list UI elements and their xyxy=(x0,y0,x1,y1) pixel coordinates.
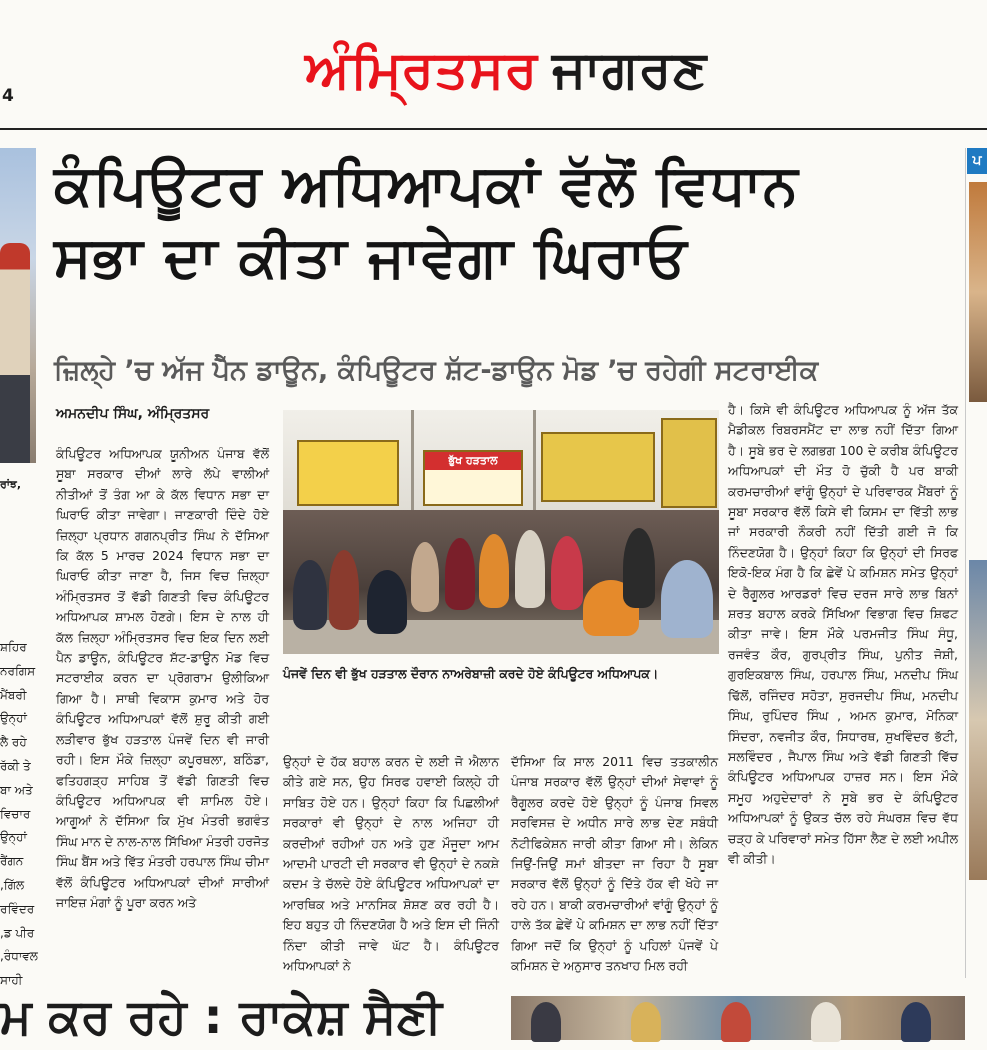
left-fragment-line: ਵਿਚਾਰ xyxy=(0,806,31,821)
column-1-text: ਕੰਪਿਊਟਰ ਅਧਿਆਪਕ ਯੂਨੀਅਨ ਪੰਜਾਬ ਵੱਲੋਂ ਸੂਬਾ ਸਰਕਾਰ ਦੀਆਂ ਲਾਰੇ ਲੱਪੇ ਵਾਲੀਆਂ ਨੀਤੀਆਂ ਤੋਂ ਤੰਗ ਆ ਕੇ ਕੱਲ ਵਿਧਾਨ ਸਭਾ ਦਾ ਘਿਰਾਓ ਕੀਤਾ ਜਾਵੇਗਾ। ਜਾਣਕਾਰੀ ਦਿੰਦੇ ਹੋਏ ਜ਼ਿਲ੍ਹਾ ਪ੍ਰਧਾਨ ਗਗਨਪ੍ਰੀਤ ਸਿੰਘ ਨੇ ਦੱਸਿਆ ਕਿ ਕੱਲ 5 ਮਾਰਚ 2024 ਵਿਧਾਨ ਸਭਾ ਦਾ ਘਿਰਾਓ ਕੀਤਾ ਜਾਣਾ ਹੈ, ਜਿਸ ਵਿਚ ਜ਼ਿਲ੍ਹਾ ਅੰਮ੍ਰਿਤਸਰ ਤੋਂ ਵੱਡੀ ਗਿਣਤੀ ਵਿਚ ਕੰਪਿਊਟਰ ਅਧਿਆਪਕ ਸ਼ਾਮਲ ਹੋਣਗੇ। ਇਸ ਦੇ ਨਾਲ ਹੀ ਕੱਲ ਜ਼ਿਲ੍ਹਾ ਅੰਮ੍ਰਿਤਸਰ ਵਿਚ ਇਕ ਦਿਨ ਲਈ ਪੈਨ ਡਾਊਨ, ਕੰਪਿਊਟਰ ਸ਼ੱਟ-ਡਾਊਨ ਮੋਡ ਵਿਚ ਸਟਰਾਈਕ ਕਰਨ ਦਾ ਪ੍ਰੋਗਰਾਮ ਉਲੀਕਿਆ ਗਿਆ ਹੈ। ਸਾਥੀ ਵਿਕਾਸ ਕੁਮਾਰ ਅਤੇ ਹੋਰ ਕੰਪਿਊਟਰ ਅਧਿਆਪਕਾਂ ਵੱਲੋਂ ਸ਼ੁਰੂ ਕੀਤੀ ਗਈ ਲੜੀਵਾਰ ਭੁੱਖ ਹੜਤਾਲ ਪੰਜਵੇਂ ਦਿਨ ਵੀ ਜਾਰੀ ਰਹੀ। ਇਸ ਮੌਕੇ ਜ਼ਿਲ੍ਹਾ ਕਪੂਰਥਲਾ, ਬਠਿੰਡਾ, ਫਤਿਹਗੜ੍ਹ ਸਾਹਿਬ ਤੋਂ ਵੱਡੀ ਗਿਣਤੀ ਵਿਚ ਕੰਪਿਊਟਰ ਅਧਿਆਪਕ ਵੀ ਸ਼ਾਮਿਲ ਹੋਏ। ਆਗੂਆਂ ਨੇ ਦੱਸਿਆ ਕਿ ਮੁੱਖ ਮੰਤਰੀ ਭਗਵੰਤ ਸਿੰਘ ਮਾਨ ਦੇ ਨਾਲ-ਨਾਲ ਸਿੱਖਿਆ ਮੰਤਰੀ ਹਰਜੋਤ ਸਿੰਘ ਬੈਂਸ ਅਤੇ ਵਿੱਤ ਮੰਤਰੀ ਹਰਪਾਲ ਸਿੰਘ ਚੀਮਾ ਵੱਲੋਂ ਕੰਪਿਊਟਰ ਅਧਿਆਪਕਾਂ ਦੀਆਂ ਸਾਰੀਆਂ ਜਾਇਜ਼ ਮੰਗਾਂ ਨੂੰ ਪੂਰਾ ਕਰਨ ਅਤੇ xyxy=(56,446,269,910)
left-fragment-line: ਰਵਿੰਦਰ xyxy=(0,901,35,916)
newspaper-title xyxy=(305,40,707,101)
photo-person xyxy=(551,536,583,610)
photo-person xyxy=(631,1002,661,1042)
article-photo xyxy=(283,410,719,654)
headline-line-2: ਸਭਾ ਦਾ ਕੀਤਾ ਜਾਵੇਗਾ ਘਿਰਾਓ xyxy=(54,225,688,290)
left-fragment-line: ਸਾਹੀ xyxy=(0,973,23,988)
next-article-headline: ਮ ਕਰ ਰਹੇ : ਰਾਕੇਸ਼ ਸੈਣੀ xyxy=(0,989,442,1045)
right-neighbor-photo xyxy=(969,182,987,402)
photo-person xyxy=(661,560,713,638)
column-3-text: ਦੱਸਿਆ ਕਿ ਸਾਲ 2011 ਵਿਚ ਤਤਕਾਲੀਨ ਪੰਜਾਬ ਸਰਕਾਰ ਵੱਲੋਂ ਉਨ੍ਹਾਂ ਦੀਆਂ ਸੇਵਾਵਾਂ ਨੂੰ ਰੈਗੂਲਰ ਕਰਦੇ ਹੋਏ ਉਨ੍ਹਾਂ ਨੂੰ ਪੰਜਾਬ ਸਿਵਲ ਸਰਵਿਸਜ਼ ਦੇ ਅਧੀਨ ਸਾਰੇ ਲਾਭ ਦੇਣ ਸਬੰਧੀ ਨੋਟੀਫਿਕੇਸ਼ਨ ਜਾਰੀ ਕੀਤਾ ਗਿਆ ਸੀ। ਲੇਕਿਨ ਜਿਉਂ-ਜਿਉਂ ਸਮਾਂ ਬੀਤਦਾ ਜਾ ਰਿਹਾ ਹੈ ਸੂਬਾ ਸਰਕਾਰ ਵੱਲੋਂ ਉਨ੍ਹਾਂ ਨੂੰ ਦਿੱਤੇ ਹੱਕ ਵੀ ਖੋਹੇ ਜਾ ਰਹੇ ਹਨ। ਬਾਕੀ ਕਰਮਚਾਰੀਆਂ ਵਾਂਗੂੰ ਉਨ੍ਹਾਂ ਨੂੰ ਹਾਲੇ ਤੱਕ ਛੇਵੇਂ ਪੇ ਕਮਿਸ਼ਨ ਦਾ ਲਾਭ ਨਹੀਂ ਦਿੱਤਾ ਗਿਆ ਜਦੋਂ ਕਿ ਉਨ੍ਹਾਂ ਨੂੰ ਪਹਿਲਾਂ ਪੰਜਵੇਂ ਪੇ ਕਮਿਸ਼ਨ ਦੇ ਅਨੁਸਾਰ ਤਨਖਾਹ ਮਿਲ ਰਹੀ xyxy=(511,754,718,974)
photo-banner-hunger-strike xyxy=(423,450,523,506)
column-4-text: ਹੈ। ਕਿਸੇ ਵੀ ਕੰਪਿਊਟਰ ਅਧਿਆਪਕ ਨੂੰ ਅੱਜ ਤੱਕ ਮੈਡੀਕਲ ਰਿਬਰਸਮੈਂਟ ਦਾ ਲਾਭ ਨਹੀਂ ਦਿੱਤਾ ਗਿਆ ਹੈ। ਸੂਬੇ ਭਰ ਦੇ ਲਗਭਗ 100 ਦੇ ਕਰੀਬ ਕੰਪਿਊਟਰ ਅਧਿਆਪਕਾਂ ਦੀ ਮੌਤ ਹੋ ਚੁੱਕੀ ਹੈ ਪਰ ਬਾਕੀ ਕਰਮਚਾਰੀਆਂ ਵਾਂਗੂੰ ਉਨ੍ਹਾਂ ਦੇ ਪਰਿਵਾਰਕ ਮੈਂਬਰਾਂ ਨੂੰ ਸੂਬਾ ਸਰਕਾਰ ਵੱਲੋਂ ਕਿਸੇ ਵੀ ਕਿਸਮ ਦਾ ਵਿੱਤੀ ਲਾਭ ਜਾਂ ਸਰਕਾਰੀ ਨੌਕਰੀ ਨਹੀਂ ਦਿੱਤੀ ਗਈ ਜੋ ਕਿ ਨਿੰਦਣਯੋਗ ਹੈ। ਉਨ੍ਹਾਂ ਕਿਹਾ ਕਿ ਉਨ੍ਹਾਂ ਦੀ ਸਿਰਫ ਇਕੋ-ਇਕ ਮੰਗ ਹੈ ਕਿ ਛੇਵੇਂ ਪੇ ਕਮਿਸ਼ਨ ਸਮੇਤ ਉਨ੍ਹਾਂ ਦੇ ਰੈਗੂਲਰ ਆਰਡਰਾਂ ਵਿਚ ਦਰਜ ਸਾਰੇ ਲਾਭ ਬਿਨਾਂ ਸ਼ਰਤ ਬਹਾਲ ਕਰਕੇ ਸਿੱਖਿਆ ਵਿਭਾਗ ਵਿਚ ਸ਼ਿਫਟ ਕੀਤਾ ਜਾਵੇ। ਇਸ ਮੌਕੇ ਪਰਮਜੀਤ ਸਿੰਘ ਸੰਧੂ, ਰਜਵੰਤ ਕੌਰ, ਗੁਰਪ੍ਰੀਤ ਸਿੰਘ, ਪੁਨੀਤ ਜੋਸ਼ੀ, ਗੁਰਇਕਬਾਲ ਸਿੰਘ, ਹਰਪਾਲ ਸਿੰਘ, ਮਨਦੀਪ ਸਿੰਘ ਢਿੱਲੋਂ, ਰਜਿੰਦਰ ਸਹੋਤਾ, ਸੁਰਜਦੀਪ ਸਿੰਘ, ਮਨਦੀਪ ਸਿੰਘ, ਰੁਪਿੰਦਰ ਸਿੰਘ , ਅਮਨ ਕੁਮਾਰ, ਮੋਨਿਕਾ ਸਿੰਦਰਾ, ਨਵਜੀਤ ਕੌਰ, ਸਿਧਾਰਥ, ਸੁਖਵਿੰਦਰ ਭੱਟੀ, ਸਲਵਿੰਦਰ , ਜੈਪਾਲ ਸਿੰਘ ਅਤੇ ਵੱਡੀ ਗਿਣਤੀ ਵਿੱਚ ਕੰਪਿਊਟਰ ਅਧਿਆਪਕ ਹਾਜ਼ਰ ਸਨ। ਇਸ ਮੌਕੇ ਸਮੂਹ ਅਹੁਦੇਦਾਰਾਂ ਨੇ ਸੂਬੇ ਭਰ ਦੇ ਕੰਪਿਊਟਰ ਅਧਿਆਪਕਾਂ ਨੂੰ ਉਕਤ ਚੱਲ ਰਹੇ ਸੰਘਰਸ਼ ਵਿਚ ਵੱਧ ਚੜ੍ਹ ਕੇ ਪਰਿਵਾਰਾਂ ਸਮੇਤ ਹਿੱਸਾ ਲੈਣ ਦੇ ਲਈ ਅਪੀਲ ਵੀ ਕੀਤੀ। xyxy=(728,402,958,866)
photo-person xyxy=(901,1002,931,1042)
photo-caption: ਪੰਜਵੇਂ ਦਿਨ ਵੀ ਭੁੱਖ ਹੜਤਾਲ ਦੌਰਾਨ ਨਾਅਰੇਬਾਜ਼ੀ ਕਰਦੇ ਹੋਏ ਕੰਪਿਊਟਰ ਅਧਿਆਪਕ। xyxy=(283,666,659,681)
newspaper-title-city: ਅੰਮ੍ਰਿਤਸਰ xyxy=(305,40,539,100)
left-fragment-line: ਗਿੱਲ, xyxy=(0,877,25,892)
photo-person xyxy=(293,560,327,630)
left-fragment-line: ਉਨ੍ਹਾਂ xyxy=(0,830,27,845)
headline-line-1: ਕੰਪਿਊਟਰ ਅਧਿਆਪਕਾਂ ਵੱਲੋਂ ਵਿਧਾਨ xyxy=(54,153,799,218)
left-fragment-line: ਉਨ੍ਹਾਂ xyxy=(0,711,27,726)
left-fragment-line: ਸ਼ਹਿਰ xyxy=(0,640,27,654)
left-fragment-line: ਰੱਕੀ ਤੇ xyxy=(0,758,31,773)
left-neighbor-photo xyxy=(0,148,36,463)
photo-person xyxy=(515,530,545,608)
page-number: 4 xyxy=(2,86,14,106)
right-neighbor-tab: ਪ xyxy=(967,148,987,174)
photo-banner-side xyxy=(661,418,717,508)
left-neighbor-text xyxy=(0,636,42,988)
next-article-photo xyxy=(511,996,965,1040)
photo-banner-title: ਭੁੱਖ ਹੜਤਾਲ xyxy=(425,452,521,470)
article-headline xyxy=(54,150,959,294)
article-column-2 xyxy=(283,752,499,976)
left-fragment-line: ਲੈ ਰਹੇ xyxy=(0,735,27,750)
left-fragment-line: ਮੈਂਬਰੀ xyxy=(0,687,27,702)
article-subheadline: ਜ਼ਿਲ੍ਹੇ ’ਚ ਅੱਜ ਪੈੱਨ ਡਾਊਨ, ਕੰਪਿਊਟਰ ਸ਼ੱਟ-ਡਾਊਨ ਮੋਡ ’ਚ ਰਹੇਗੀ ਸਟਰਾਈਕ xyxy=(54,355,819,386)
column-2-text: ਉਨ੍ਹਾਂ ਦੇ ਹੱਕ ਬਹਾਲ ਕਰਨ ਦੇ ਲਈ ਜੋ ਐਲਾਨ ਕੀਤੇ ਗਏ ਸਨ, ਉਹ ਸਿਰਫ ਹਵਾਈ ਕਿਲ੍ਹੇ ਹੀ ਸਾਬਿਤ ਹੋਏ ਹਨ। ਉਨ੍ਹਾਂ ਕਿਹਾ ਕਿ ਪਿਛਲੀਆਂ ਸਰਕਾਰਾਂ ਵੀ ਉਨ੍ਹਾਂ ਦੇ ਨਾਲ ਅਜਿਹਾ ਹੀ ਕਰਦੀਆਂ ਰਹੀਆਂ ਹਨ ਅਤੇ ਹੁਣ ਮੌਜੂਦਾ ਆਮ ਆਦਮੀ ਪਾਰਟੀ ਦੀ ਸਰਕਾਰ ਵੀ ਉਨ੍ਹਾਂ ਦੇ ਨਕਸ਼ੇ ਕਦਮ ਤੇ ਚੱਲਦੇ ਹੋਏ ਕੰਪਿਊਟਰ ਅਧਿਆਪਕਾਂ ਦਾ ਆਰਥਿਕ ਅਤੇ ਮਾਨਸਿਕ ਸ਼ੋਸ਼ਣ ਕਰ ਰਹੀ ਹੈ। ਇਹ ਬਹੁਤ ਹੀ ਨਿੰਦਣਯੋਗ ਹੈ ਅਤੇ ਇਸ ਦੀ ਜਿੰਨੀ ਨਿੰਦਾ ਕੀਤੀ ਜਾਵੇ ਘੱਟ ਹੈ। ਕੰਪਿਊਟਰ ਅਧਿਆਪਕਾਂ ਨੇ xyxy=(283,754,499,974)
photo-person xyxy=(721,1002,751,1042)
photo-person-figure xyxy=(0,243,30,463)
article-column-4 xyxy=(728,400,958,976)
right-neighbor-photo xyxy=(969,560,987,880)
right-column-divider xyxy=(965,148,966,978)
article-column-1 xyxy=(56,444,269,976)
left-fragment-line: ਨਰਗਿਸ xyxy=(0,663,36,678)
left-neighbor-caption: ਰਾਂਝ, xyxy=(0,478,22,491)
photo-banner-poster xyxy=(541,432,655,502)
masthead-divider xyxy=(0,128,987,130)
photo-person xyxy=(479,534,509,608)
photo-person xyxy=(445,538,475,610)
article-byline: ਅਮਨਦੀਪ ਸਿੰਘ, ਅੰਮ੍ਰਿਤਸਰ xyxy=(56,406,210,422)
left-fragment-line: ਰੰਧਾਵਲ, xyxy=(0,949,38,964)
left-fragment-line: ਡ ਪੀਰ, xyxy=(0,925,35,940)
left-fragment-line: ਬਾ ਅਤੇ xyxy=(0,782,33,797)
newspaper-title-brand: ਜਾਗਰਣ xyxy=(552,40,708,100)
left-fragment-line: ਰੈਂਗਨ xyxy=(0,854,24,869)
photo-person xyxy=(329,550,359,630)
photo-banner-union xyxy=(297,440,399,506)
photo-person xyxy=(623,528,655,608)
photo-person xyxy=(811,1002,841,1042)
article-column-3 xyxy=(511,752,718,976)
masthead xyxy=(0,0,987,130)
photo-person xyxy=(531,1002,561,1042)
photo-person xyxy=(411,542,439,612)
photo-person xyxy=(367,570,407,634)
